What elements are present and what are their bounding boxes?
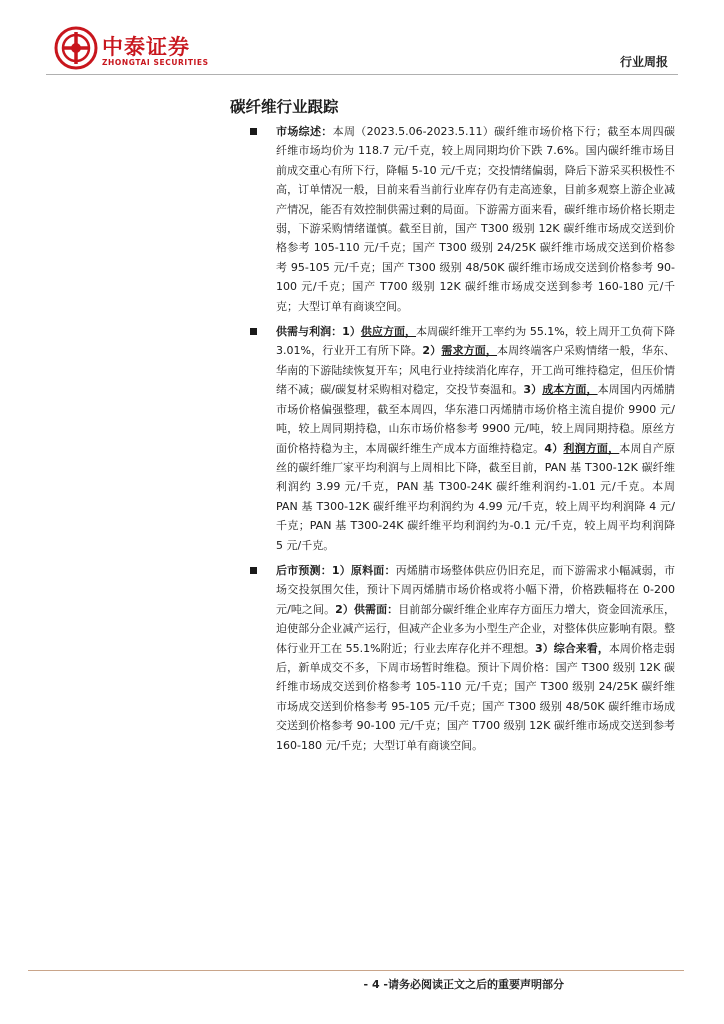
- item-number: 2）: [422, 344, 442, 358]
- paragraph-label: 供需与利润：: [276, 325, 343, 339]
- square-bullet-icon: [250, 567, 257, 574]
- company-logo: [54, 26, 254, 72]
- paragraph-text: 本周（2023.5.06-2023.5.11）碳纤维市场价格下行；截至本周四碳纤维市场均价为 118.7 元/千克，较上周同期均价下跌 7.6%。国内碳纤维市场目前成交重心有所下行，降幅 5-10 元/千克；交投情绪偏弱，降后下游采买积极性不高，订单情况一般，目前来看当前行业库存仍有走高迹象，目前多观察上游企业减产情况，能否有效控制供需过剩的局面。下游需方面来看，碳纤维市场价格长期走弱，下游采购情绪谨慎。截至目前，国产 T300 级别 12K 碳纤维市场成交送到价格参考 105-110 元/千克；国产 T300 级别 24/25K 碳纤维市场成交送到价格参考 95-105 元/千克；国产 T300 级别 48/50K 碳纤维市场成交送到价格参考 90-100 元/千克；国产 T700 级别 12K 碳纤维市场成交送到参考 160-180 元/千克；大型订单有商谈空间。: [276, 125, 676, 313]
- item-number: 1）: [342, 325, 361, 339]
- footer: [364, 976, 564, 992]
- paragraph-text: 本周终端客户采购情绪一般，华东、华南的下游陆续恢复开车；风电行业持续消化库存，开工尚可维持稳定，但压价情绪不减；碳/碳复材采购相对稳定，交投节奏温和。: [276, 344, 676, 397]
- supply-demand-subheading: 2）供需面：: [335, 602, 399, 616]
- demand-subheading: 需求方面，: [441, 344, 498, 358]
- raw-material-subheading: 1）原料面：: [331, 563, 396, 577]
- report-body: [250, 122, 675, 761]
- supply-subheading: 供应方面，: [360, 325, 417, 339]
- paragraph-text: 本周价格走弱后，新单成交不多，下周市场暂时维稳。预计下周价格：国产 T300 级别 12K 碳纤维市场成交送到价格参考 105-110 元/千克；国产 T300 级别 24/25K 碳纤维市场成交送到价格参考 95-105 元/千克；国产 T300 级别 48/50K 碳纤维市场成交送到价格参考 90-100 元/千克；国产 T700 级别 12K 碳纤维市场成交送到参考 160-180 元/千克；大型订单有商谈空间。: [276, 641, 675, 752]
- item-number: 4）: [544, 441, 564, 455]
- paragraph-text: 目前部分碳纤维企业库存方面压力增大，资金回流承压，迫使部分企业减产运行，但减产企业多为小型生产企业，对整体供应影响有限。整体行业开工在 55.1%附近；行业去库存化并不理想。: [276, 602, 675, 655]
- market-summary-paragraph: [250, 122, 675, 316]
- supply-demand-profit-paragraph: [250, 322, 675, 555]
- paragraph-text: 本周国内丙烯腈市场价格偏强整理，截至本周四，华东港口丙烯腈市场价格主流自提价 9900 元/吨，较上周同期持稳，山东市场价格参考 9900 元/吨，较上周同期持稳。原丝方面价格持稳为主，本周碳纤维生产成本方面维持稳定。: [276, 383, 676, 455]
- paragraph-text: 丙烯腈市场整体供应仍旧充足，而下游需求小幅减弱，市场交投氛围欠佳，预计下周丙烯腈市场价格或将小幅下滑，价格跌幅将在 0-200 元/吨之间。: [276, 563, 676, 616]
- report-type-label: 行业周报: [619, 55, 668, 69]
- header-divider: [46, 74, 678, 75]
- square-bullet-icon: [250, 328, 257, 335]
- square-bullet-icon: [250, 128, 257, 135]
- cost-subheading: 成本方面，: [542, 383, 598, 397]
- paragraph-text: 本周碳纤维开工率约为 55.1%，较上周开工负荷下降 3.01%，行业开工有所下降。: [276, 325, 676, 358]
- paragraph-text: 本周自产原丝的碳纤维厂家平均利润与上周相比下降，截至目前，PAN 基 T300-12K 碳纤维利润约 3.99 元/千克，PAN 基 T300-24K 碳纤维利润约-1.01 元/千克。本周 PAN 基 T300-12K 碳纤维平均利润约为 4.99 元/千克，较上周平均利润降 4 元/千克；PAN 基 T300-24K 碳纤维平均利润约为-0.1 元/千克，较上周平均利润降 5 元/千克。: [276, 441, 676, 552]
- profit-subheading: 利润方面，: [563, 441, 620, 455]
- footer-disclaimer: 请务必阅读正文之后的重要声明部分: [388, 978, 564, 991]
- overall-subheading: 3）综合来看，: [535, 641, 609, 655]
- logo-mark-icon: [54, 26, 98, 70]
- item-number: 3）: [523, 383, 543, 397]
- paragraph-label: 后市预测：: [276, 563, 332, 577]
- footer-divider: [28, 970, 684, 971]
- logo-chinese-name: 中泰证券: [102, 35, 190, 59]
- page-number: - 4 -: [363, 978, 388, 991]
- paragraph-label: 市场综述：: [276, 125, 333, 138]
- outlook-paragraph: [250, 561, 675, 755]
- logo-english-name: ZHONGTAI SECURITIES: [102, 58, 209, 67]
- section-title: 碳纤维行业跟踪: [230, 98, 339, 116]
